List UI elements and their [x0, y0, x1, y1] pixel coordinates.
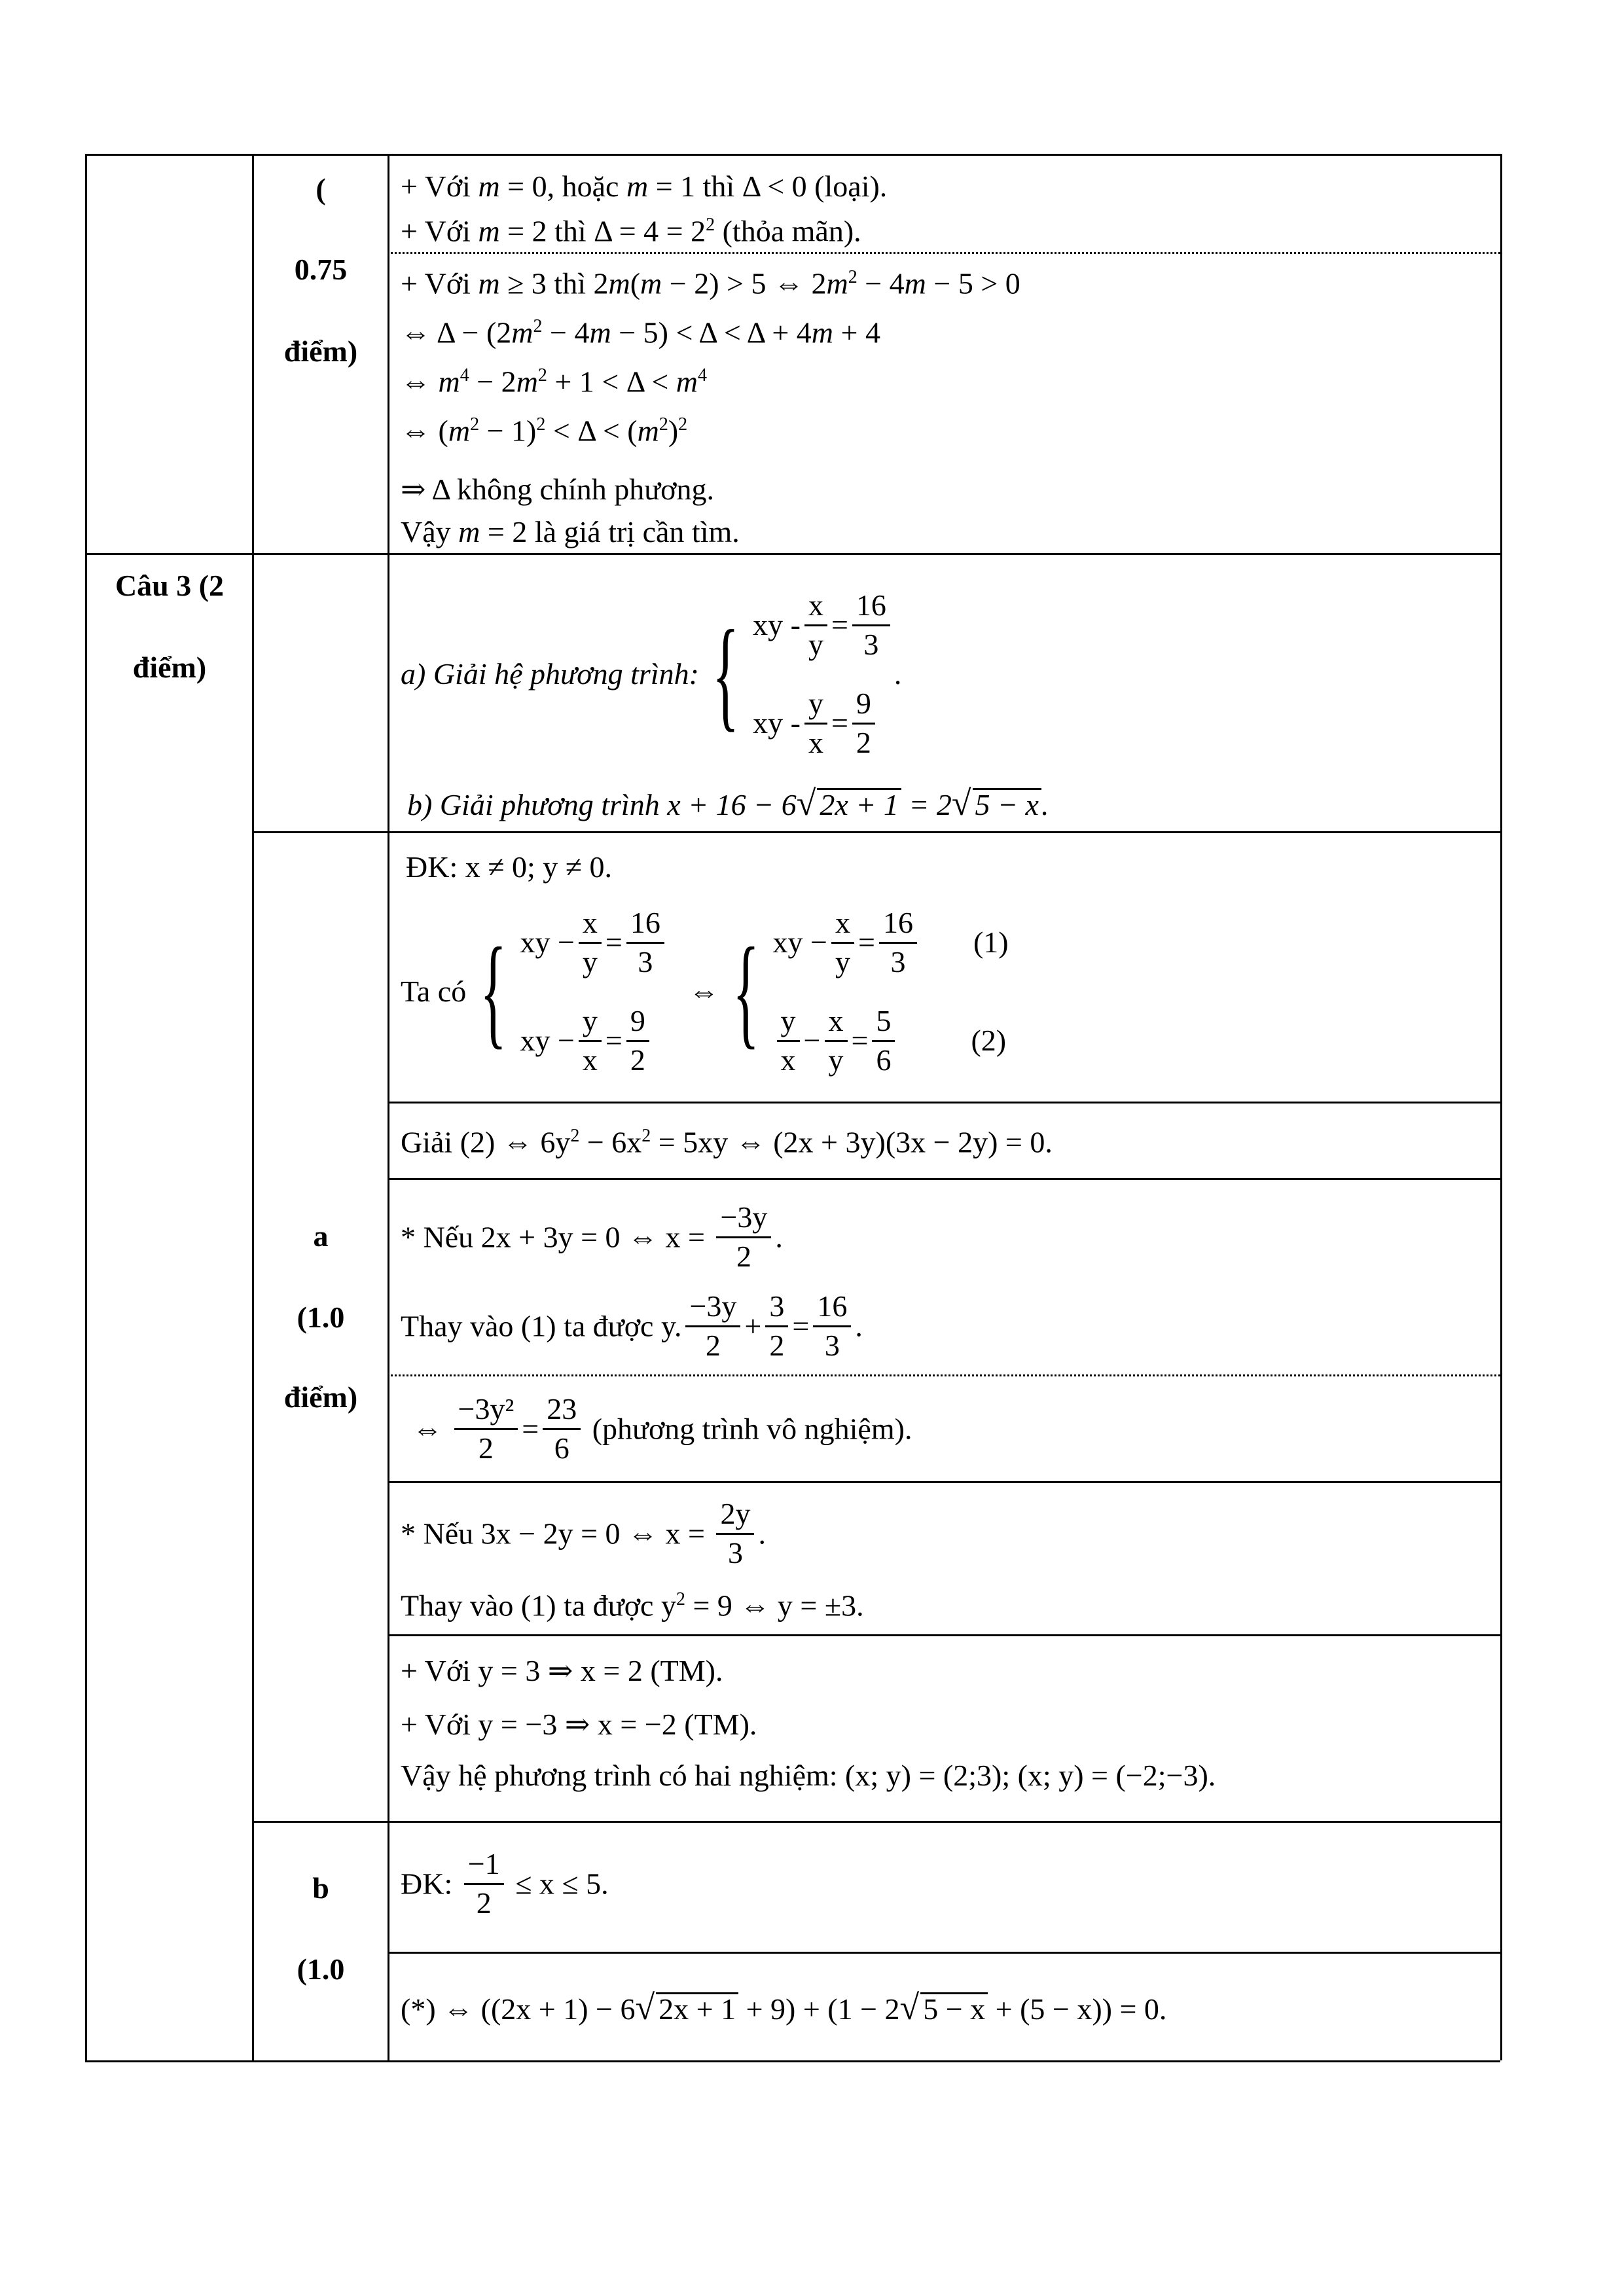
row-divider: [252, 1821, 1500, 1823]
solution-line: Vậy m = 2 là giá trị cần tìm.: [401, 515, 740, 548]
system-brace: {: [732, 923, 759, 1060]
solution-line: Vậy hệ phương trình có hai nghiệm: (x; y) = (2;3); (x; y) = (−2;−3).: [401, 1759, 1216, 1792]
row-divider: [388, 1102, 1500, 1103]
question-b: b) Giải phương trình x + 16 − 6√ 2x + 1 = 2√ 5 − x.: [407, 783, 1049, 823]
row-divider: [85, 553, 1500, 555]
column-divider: [252, 154, 254, 2060]
row-divider: [388, 1374, 1500, 1376]
score-label: (1.0: [297, 1300, 345, 1334]
row-divider: [388, 1178, 1500, 1180]
part-label: a: [313, 1219, 329, 1253]
score-label: điểm): [283, 334, 358, 368]
solution-line: + Với m ≥ 3 thì 2m(m − 2) > 5 ⇔ $2m^2 - 4m - 5 > 0$: [401, 266, 1020, 300]
row-divider: [388, 1952, 1500, 1954]
system-brace: {: [479, 923, 507, 1060]
solution-line: ⇔ $\frac{\text{−3y²}}{2}$ = $\frac{23}{6}$ (phương trình vô nghiệm).: [412, 1392, 912, 1465]
score-label: 0.75: [294, 253, 348, 286]
solution-line: * Nếu 3x − 2y = 0 ⇔ x = $\frac{2y}{3}$ .: [401, 1497, 766, 1570]
row-divider: [388, 1481, 1500, 1483]
part-label: b: [312, 1871, 329, 1905]
solution-line: Giải (2) ⇔ $6y^2 - 6x^2 = 5xy$ ⇔ (2x + 3y)(3x − 2y) = 0.: [401, 1125, 1053, 1159]
solution-line: * Nếu 2x + 3y = 0 ⇔ x = $\frac{-3y}{2}$ .: [401, 1200, 783, 1273]
row-divider: [388, 252, 1500, 254]
table-left-border: [85, 154, 87, 2060]
solution-line: Thay vào (1) ta được $y^2 = 9$ ⇔ y = ±3.: [401, 1588, 864, 1623]
question-label: Câu 3 (2: [115, 569, 225, 602]
solution-line: Thay vào (1) ta được y. $\frac{-3y}{2}$ + $\frac{3}{2}$ = $\frac{16}{3}$ .: [401, 1289, 863, 1362]
question-label: điểm): [132, 651, 207, 684]
solution-line: + Với m = 0, hoặc m = 1 thì Δ < 0 (loại).: [401, 170, 888, 203]
solution-line: ⇔ $(m^2 - 1)^2 < \Delta < (m^2)^2$: [401, 414, 688, 448]
solution-line: ĐK: x ≠ 0; y ≠ 0.: [406, 850, 612, 884]
system-brace: {: [712, 605, 740, 743]
row-divider: [252, 831, 1500, 833]
score-label: (: [316, 172, 326, 206]
column-divider: [388, 154, 389, 2060]
table-top-border: [85, 154, 1500, 156]
solution-line: + Với y = −3 ⇒ x = −2 (TM).: [401, 1708, 757, 1741]
solution-line: ⇔ $m^4 - 2m^2 + 1 < \Delta < m^4$: [401, 365, 708, 399]
system-equivalence: Ta có { xy − $\frac{x}{y}$ = $\frac{16}{3}$ xy − $\frac{y}{x}$ = $\frac{9}{2}$ ⇔ { xy − $\frac{x}{y}$ = $\frac{16}{3}$ (1) $\frac{y}{x}$ − $\frac{x}{y}$ = $\frac{5}{6}$ (2): [401, 905, 1009, 1077]
table-right-border: [1500, 154, 1502, 2060]
solution-line: ĐK: $\frac{-1}{2}$ ≤ x ≤ 5.: [401, 1847, 609, 1920]
score-label: (1.0: [297, 1952, 345, 1986]
solution-line: + Với m = 2 thì $\Delta = 4 = 2^2$ (thỏa mãn).: [401, 214, 861, 248]
row-divider: [388, 1634, 1500, 1636]
solution-line: ⇔ $\Delta - (2m^2 - 4m - 5) < \Delta < \Delta + 4m + 4$: [401, 315, 880, 350]
score-label: điểm): [283, 1380, 358, 1414]
table-bottom-border: [85, 2060, 1500, 2062]
solution-line: ⇒ Δ không chính phương.: [401, 473, 715, 506]
question-a: a) Giải hệ phương trình: { xy - $\frac{x}{y}$ = $\frac{16}{3}$ xy - $\frac{y}{x}$ = $\frac{9}{2}$ .: [401, 588, 902, 759]
solution-line: (*) ⇔ ((2x + 1) − 6√ 2x + 1 + 9) + (1 − 2√ 5 − x + (5 − x)) = 0.: [401, 1988, 1167, 2027]
solution-line: + Với y = 3 ⇒ x = 2 (TM).: [401, 1654, 723, 1687]
